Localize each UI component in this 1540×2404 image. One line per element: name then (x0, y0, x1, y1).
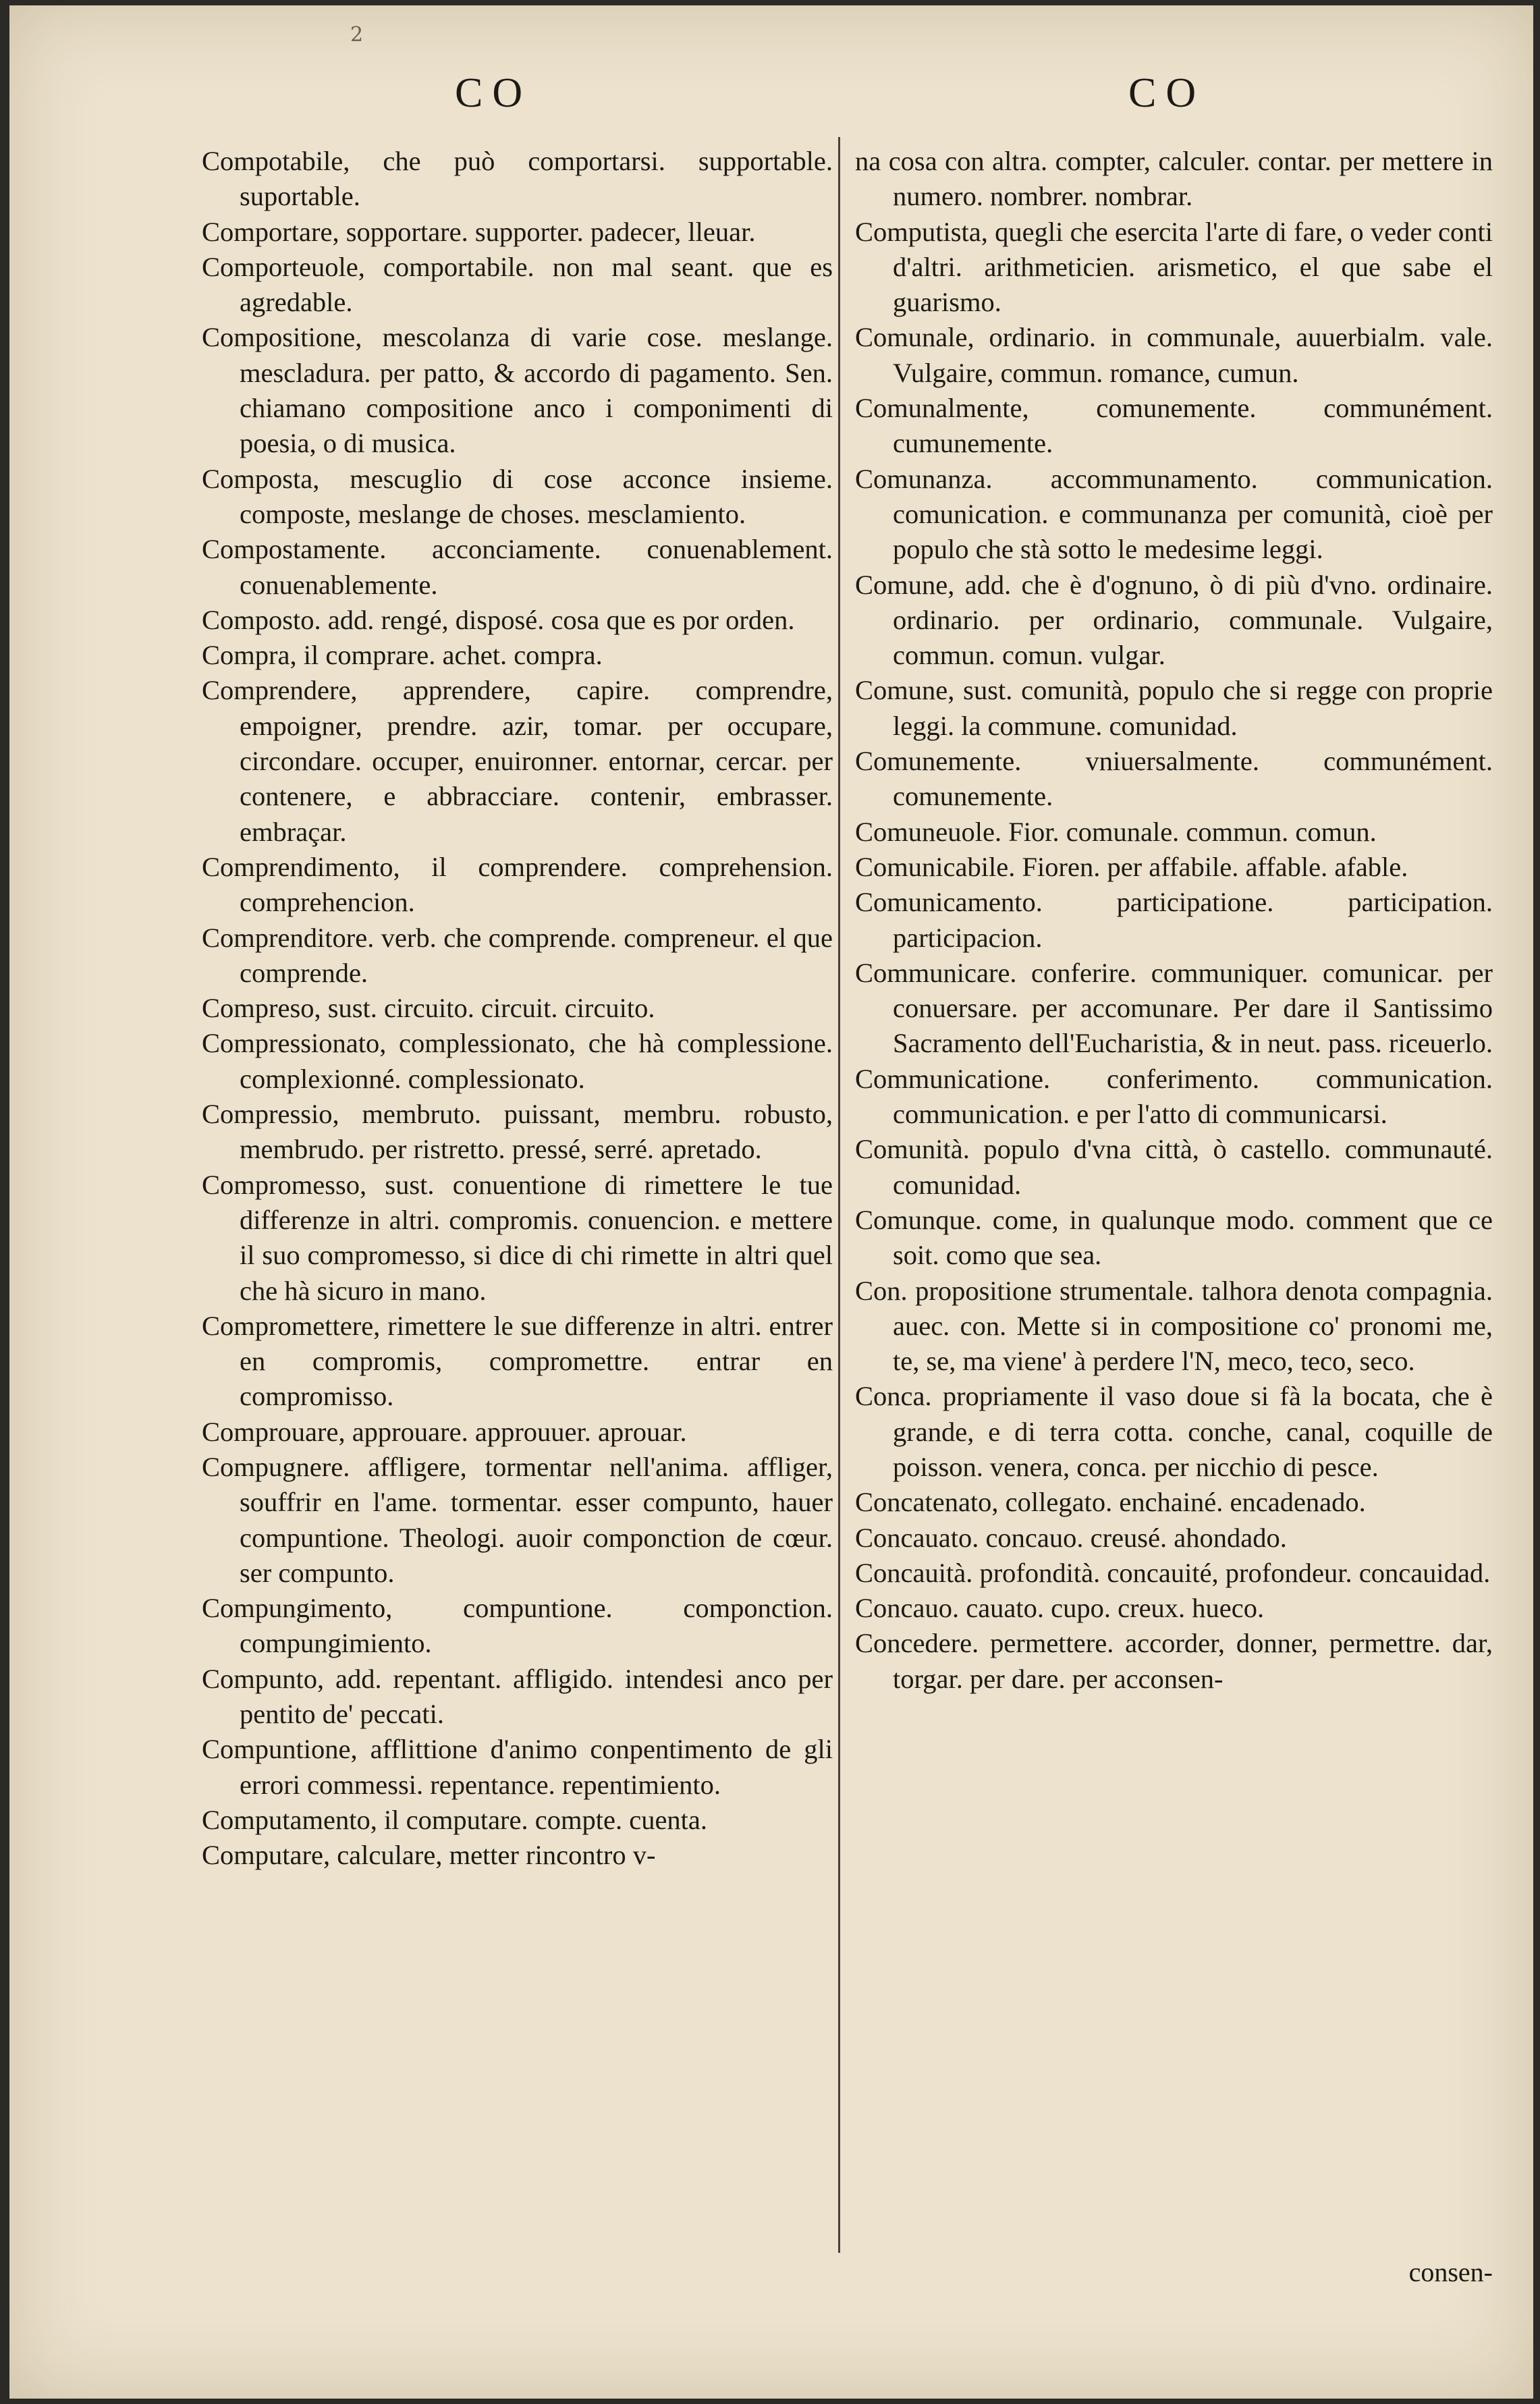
dictionary-entry: Comunalmente, comunemente. communément. cumunemente. (855, 393, 1493, 459)
page-number: 2 (350, 23, 364, 47)
dictionary-entry: Comunale, ordinario. in communale, auuerbialm. vale. Vulgaire, commun. romance, cumun. (855, 322, 1493, 388)
dictionary-entry: Composta, mescuglio di cose acconce insieme. composte, meslange de choses. mesclamiento. (202, 463, 833, 529)
dictionary-entry: Communicare. conferire. communiquer. comunicar. per conuersare. per accomunare. Per dare il Santissimo Sacramento dell'Eucharistia, & in neut. pass. riceuerlo. (855, 957, 1493, 1059)
dictionary-entry: Compreso, sust. circuito. circuit. circuito. (202, 993, 655, 1024)
dictionary-entry: Comprouare, approuare. approuuer. aprouar. (202, 1416, 687, 1447)
column-divider (838, 137, 840, 2253)
dictionary-page (9, 5, 1533, 2399)
dictionary-entry: Compromettere, rimettere le sue differenze in altri. entrer en compromis, compromettre. entrar en compromisso. (202, 1310, 833, 1412)
dictionary-entry: Comunemente. vniuersalmente. communément. comunemente. (855, 746, 1493, 812)
running-header-left: CO (455, 70, 532, 116)
dictionary-entry: Compungimento, compuntione. componction. compungimiento. (202, 1593, 833, 1659)
dictionary-entry: Concauità. profondità. concauité, profondeur. concauidad. (855, 1557, 1491, 1588)
dictionary-entry: Comunicamento. participatione. participation. participacion. (855, 887, 1493, 953)
dictionary-entry: Comportare, sopportare. supporter. padecer, lleuar. (202, 216, 756, 247)
dictionary-entry: Comprendimento, il comprendere. comprehension. comprehencion. (202, 851, 833, 918)
catchword: consen- (1408, 2257, 1493, 2287)
dictionary-entry: Computista, quegli che esercita l'arte di fare, o veder conti d'altri. arithmeticien. arismetico, el que sabe el guarismo. (855, 216, 1493, 318)
dictionary-entry: Compressionato, complessionato, che hà complessione. complexionné. complessionato. (202, 1028, 833, 1094)
dictionary-entry: Compugnere. affligere, tormentar nell'anima. affliger, souffrir en l'ame. tormentar. esser compunto, hauer compuntione. Theologi. auoir componction de cœur. ser compunto. (202, 1451, 833, 1588)
dictionary-entry: Comunità. populo d'vna città, ò castello. communauté. comunidad. (855, 1134, 1493, 1200)
dictionary-entry: Comunicabile. Fioren. per affabile. affable. afable. (855, 851, 1408, 882)
dictionary-entry: Concauo. cauato. cupo. creux. hueco. (855, 1593, 1265, 1624)
left-column (202, 144, 833, 1874)
dictionary-entry: Computamento, il computare. compte. cuenta. (202, 1804, 708, 1835)
dictionary-entry: Comune, add. che è d'ognuno, ò di più d'vno. ordinaire. ordinario. per ordinario, communale. Vulgaire, commun. comun. vulgar. (855, 569, 1493, 671)
dictionary-entry: Computare, calculare, metter rincontro v- (202, 1840, 656, 1871)
right-column (855, 144, 1493, 1697)
dictionary-entry: na cosa con altra. compter, calculer. contar. per mettere in numero. nombrer. nombrar. (855, 146, 1493, 212)
dictionary-entry: Compositione, mescolanza di varie cose. meslange. mescladura. per patto, & accordo di pagamento. Sen. chiamano compositione anco i componimenti di poesia, o di musica. (202, 322, 833, 459)
dictionary-entry: Compuntione, afflittione d'animo conpentimento de gli errori commessi. repentance. repentimiento. (202, 1734, 833, 1800)
dictionary-entry: Communicatione. conferimento. communication. communication. e per l'atto di communicarsi. (855, 1063, 1493, 1130)
dictionary-entry: Comprendere, apprendere, capire. comprendre, empoigner, prendre. azir, tomar. per occupare, circondare. occuper, enuironner. entornar, cercar. per contenere, e abbracciare. contenir, embrasser. embraçar. (202, 675, 833, 847)
dictionary-entry: Compunto, add. repentant. affligido. intendesi anco per pentito de' peccati. (202, 1663, 833, 1730)
dictionary-entry: Comuneuole. Fior. comunale. commun. comun. (855, 816, 1377, 847)
dictionary-entry: Compotabile, che può comportarsi. supportable. suportable. (202, 146, 833, 212)
dictionary-entry: Comune, sust. comunità, populo che si regge con proprie leggi. la commune. comunidad. (855, 675, 1493, 741)
dictionary-entry: Comprenditore. verb. che comprende. compreneur. el que comprende. (202, 922, 833, 988)
dictionary-entry: Compromesso, sust. conuentione di rimettere le tue differenze in altri. compromis. conuencion. e mettere il suo compromesso, si dice di chi rimette in altri quel che hà sicuro in mano. (202, 1169, 833, 1306)
dictionary-entry: Conca. propriamente il vaso doue si fà la bocata, che è grande, e di terra cotta. conche, canal, coquille de poisson. venera, conca. per nicchio di pesce. (855, 1381, 1493, 1482)
dictionary-entry: Comunque. come, in qualunque modo. comment que ce soit. como que sea. (855, 1204, 1493, 1271)
dictionary-entry: Compra, il comprare. achet. compra. (202, 640, 603, 671)
dictionary-entry: Concatenato, collegato. enchainé. encadenado. (855, 1487, 1366, 1518)
dictionary-entry: Compostamente. acconciamente. conuenablement. conuenablemente. (202, 534, 833, 600)
dictionary-entry: Concedere. permettere. accorder, donner, permettre. dar, torgar. per dare. per acconsen- (855, 1628, 1493, 1694)
dictionary-entry: Comporteuole, comportabile. non mal seant. que es agredable. (202, 251, 833, 318)
running-header-right: CO (1128, 70, 1206, 116)
dictionary-entry: Con. propositione strumentale. talhora denota compagnia. auec. con. Mette si in compositione co' pronomi me, te, se, ma viene' à perdere l'N, meco, teco, seco. (855, 1275, 1493, 1377)
dictionary-entry: Composto. add. rengé, disposé. cosa que es por orden. (202, 604, 795, 635)
dictionary-entry: Compressio, membruto. puissant, membru. robusto, membrudo. per ristretto. pressé, serré. apretado. (202, 1099, 833, 1165)
dictionary-entry: Comunanza. accommunamento. communication. comunication. e communanza per comunità, cioè per populo che stà sotto le medesime leggi. (855, 463, 1493, 565)
dictionary-entry: Concauato. concauo. creusé. ahondado. (855, 1522, 1287, 1553)
